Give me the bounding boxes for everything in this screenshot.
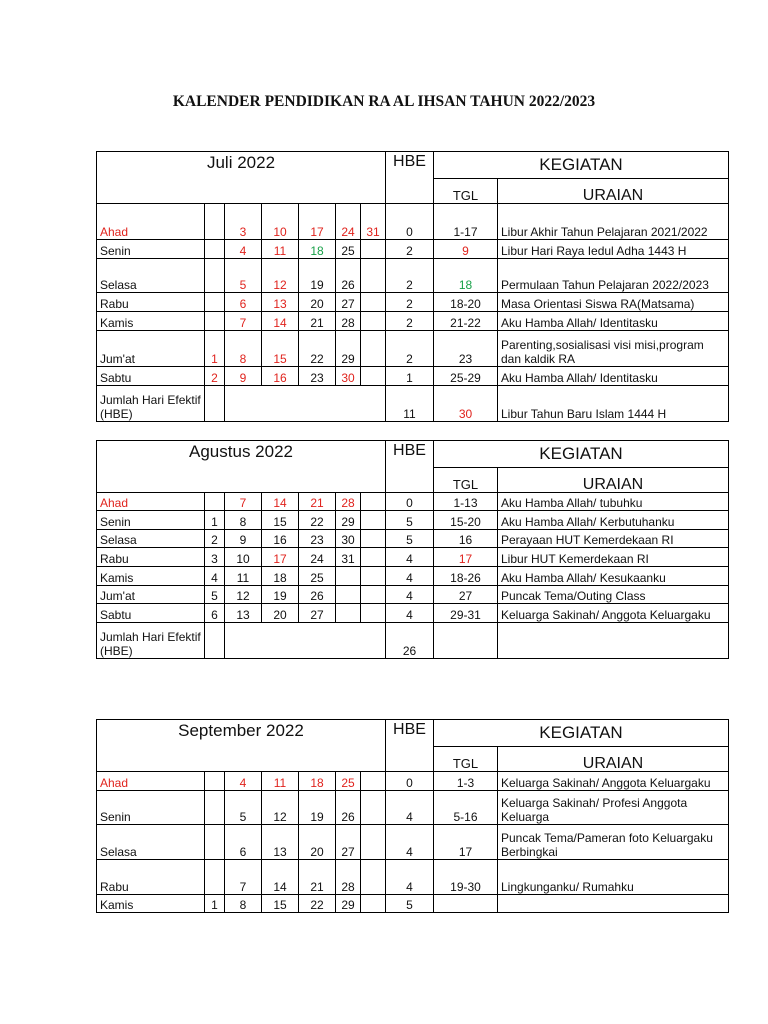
hbe-value: 0 [386,772,434,791]
date-cell [361,240,386,259]
date-cell: 28 [336,860,361,895]
date-cell [361,331,386,367]
date-cell: 26 [336,791,361,825]
tgl-value: 1-13 [434,493,498,511]
table-row [97,293,729,312]
jumlah-row [97,623,729,659]
hbe-header: HBE [386,441,434,493]
tgl-value: 16 [434,530,498,548]
table-row [97,259,729,293]
uraian-value [498,895,729,913]
date-cell: 14 [262,312,299,331]
date-cell [205,259,225,293]
date-cell: 26 [336,259,361,293]
kegiatan-header: KEGIATAN [434,152,729,179]
table-row [97,895,729,913]
date-cell: 4 [225,240,262,259]
date-cell: 7 [225,860,262,895]
tgl-header: TGL [434,747,498,772]
tgl-value: 17 [434,548,498,567]
date-cell: 22 [299,895,336,913]
uraian-value: Libur Hari Raya Iedul Adha 1443 H [498,240,729,259]
hbe-value: 5 [386,530,434,548]
tgl-value [434,623,498,659]
uraian-value: Libur HUT Kemerdekaan RI [498,548,729,567]
date-cell [361,604,386,623]
table-row [97,548,729,567]
table-row [97,772,729,791]
tgl-value: 5-16 [434,791,498,825]
day-name: Selasa [97,825,205,860]
hbe-value: 5 [386,895,434,913]
uraian-header: URAIAN [498,468,729,493]
date-cell: 7 [225,493,262,511]
date-cell: 19 [299,259,336,293]
table-row [97,586,729,604]
jumlah-row [97,386,729,422]
date-cell: 17 [299,204,336,240]
date-cell: 6 [225,825,262,860]
tgl-value: 15-20 [434,511,498,530]
date-cell [205,240,225,259]
date-cell: 8 [225,331,262,367]
day-name: Senin [97,511,205,530]
date-cell [361,312,386,331]
date-cell [336,604,361,623]
day-name: Sabtu [97,367,205,386]
date-cell [361,860,386,895]
day-name: Ahad [97,772,205,791]
table-row [97,860,729,895]
date-cell: 14 [262,493,299,511]
hbe-header: HBE [386,720,434,772]
uraian-value: Masa Orientasi Siswa RA(Matsama) [498,293,729,312]
date-cell [361,772,386,791]
date-cell: 15 [262,511,299,530]
hbe-total: 26 [386,623,434,659]
table-row [97,331,729,367]
uraian-value: Libur Tahun Baru Islam 1444 H [498,386,729,422]
date-cell: 28 [336,312,361,331]
date-cell: 2 [205,367,225,386]
date-cell: 19 [262,586,299,604]
day-name: Jum'at [97,586,205,604]
date-cell: 25 [336,240,361,259]
uraian-value: Keluarga Sakinah/ Profesi Anggota Keluarga [498,791,729,825]
date-cell: 16 [262,530,299,548]
date-cell: 1 [205,895,225,913]
hbe-value: 4 [386,586,434,604]
date-cell: 26 [299,586,336,604]
date-cell: 23 [299,530,336,548]
date-cell: 24 [336,204,361,240]
tgl-value: 18-26 [434,567,498,586]
date-cell [361,548,386,567]
hbe-value: 4 [386,567,434,586]
hbe-value: 4 [386,791,434,825]
date-cell [205,293,225,312]
uraian-value: Keluarga Sakinah/ Anggota Keluargaku [498,604,729,623]
date-cell: 9 [225,530,262,548]
kegiatan-header: KEGIATAN [434,441,729,468]
date-cell: 7 [225,312,262,331]
date-cell [361,825,386,860]
hbe-value: 2 [386,259,434,293]
tgl-value: 9 [434,240,498,259]
date-cell: 29 [336,331,361,367]
uraian-header: URAIAN [498,747,729,772]
hbe-value: 2 [386,312,434,331]
date-cell: 20 [262,604,299,623]
date-cell: 13 [225,604,262,623]
table-row [97,240,729,259]
tgl-value: 1-17 [434,204,498,240]
date-cell: 4 [205,567,225,586]
table-row [97,312,729,331]
date-cell [336,586,361,604]
day-name: Rabu [97,548,205,567]
date-cell: 19 [299,791,336,825]
hbe-header: HBE [386,152,434,204]
table-row [97,604,729,623]
date-cell: 20 [299,825,336,860]
day-name: Rabu [97,860,205,895]
date-cell: 8 [225,511,262,530]
date-cell [361,586,386,604]
jumlah-label: Jumlah Hari Efektif (HBE) [97,623,205,659]
date-cell [361,293,386,312]
month-title: Juli 2022 [97,152,386,204]
uraian-value: Parenting,sosialisasi visi misi,program dan kaldik RA [498,331,729,367]
date-cell: 11 [262,772,299,791]
table-row [97,493,729,511]
tgl-value: 17 [434,825,498,860]
date-cell: 12 [225,586,262,604]
uraian-value: Perayaan HUT Kemerdekaan RI [498,530,729,548]
date-cell [205,860,225,895]
date-cell: 16 [262,367,299,386]
uraian-value: Aku Hamba Allah/ Kesukaanku [498,567,729,586]
date-cell [361,530,386,548]
date-cell [205,825,225,860]
date-cell [205,493,225,511]
table-row [97,204,729,240]
date-cell: 29 [336,895,361,913]
date-cell: 10 [225,548,262,567]
uraian-value: Aku Hamba Allah/ Kerbutuhanku [498,511,729,530]
kegiatan-header: KEGIATAN [434,720,729,747]
hbe-total: 11 [386,386,434,422]
day-name: Selasa [97,259,205,293]
date-cell: 18 [299,240,336,259]
hbe-value: 4 [386,825,434,860]
date-cell [205,772,225,791]
date-cell: 1 [205,331,225,367]
month-title: September 2022 [97,720,386,772]
uraian-value: Libur Akhir Tahun Pelajaran 2021/2022 [498,204,729,240]
tgl-value: 29-31 [434,604,498,623]
date-cell: 11 [225,567,262,586]
tgl-value: 30 [434,386,498,422]
uraian-value: Aku Hamba Allah/ tubuhku [498,493,729,511]
date-cell: 13 [262,293,299,312]
uraian-value: Puncak Tema/Outing Class [498,586,729,604]
day-name: Sabtu [97,604,205,623]
day-name: Ahad [97,204,205,240]
day-name: Ahad [97,493,205,511]
day-name: Senin [97,240,205,259]
uraian-value: Aku Hamba Allah/ Identitasku [498,312,729,331]
uraian-value: Aku Hamba Allah/ Identitasku [498,367,729,386]
hbe-value: 2 [386,293,434,312]
tgl-value [434,895,498,913]
date-cell [361,791,386,825]
date-cell: 28 [336,493,361,511]
hbe-value: 5 [386,511,434,530]
uraian-value: Puncak Tema/Pameran foto Keluargaku Berbingkai [498,825,729,860]
date-cell: 22 [299,331,336,367]
date-cell: 18 [299,772,336,791]
day-name: Selasa [97,530,205,548]
date-cell: 20 [299,293,336,312]
date-cell: 1 [205,511,225,530]
hbe-value: 2 [386,331,434,367]
date-cell [361,367,386,386]
uraian-value: Keluarga Sakinah/ Anggota Keluargaku [498,772,729,791]
date-cell: 8 [225,895,262,913]
date-cell [361,259,386,293]
date-cell: 25 [336,772,361,791]
date-cell [205,791,225,825]
date-cell [205,204,225,240]
day-name: Rabu [97,293,205,312]
date-cell: 22 [299,511,336,530]
date-cell: 18 [262,567,299,586]
date-cell: 5 [205,586,225,604]
month-title: Agustus 2022 [97,441,386,493]
date-cell: 31 [361,204,386,240]
date-cell: 21 [299,312,336,331]
table-row [97,530,729,548]
date-cell: 30 [336,367,361,386]
document-title: KALENDER PENDIDIKAN RA AL IHSAN TAHUN 2022/2023 [172,93,596,110]
uraian-header: URAIAN [498,179,729,204]
uraian-value: Lingkunganku/ Rumahku [498,860,729,895]
day-name: Jum'at [97,331,205,367]
date-cell [361,895,386,913]
calendar-juli-2022 [96,151,729,422]
date-cell [361,567,386,586]
date-cell: 24 [299,548,336,567]
tgl-value: 19-30 [434,860,498,895]
date-cell: 27 [336,825,361,860]
date-cell: 12 [262,259,299,293]
date-cell: 2 [205,530,225,548]
date-cell: 27 [299,604,336,623]
calendar-agustus-2022 [96,440,729,659]
date-cell [361,493,386,511]
date-cell: 10 [262,204,299,240]
date-cell: 23 [299,367,336,386]
date-cell: 17 [262,548,299,567]
tgl-value: 21-22 [434,312,498,331]
date-cell: 9 [225,367,262,386]
date-cell: 3 [205,548,225,567]
tgl-value: 23 [434,331,498,367]
day-name: Kamis [97,895,205,913]
uraian-value [498,623,729,659]
tgl-value: 18 [434,259,498,293]
date-cell: 6 [225,293,262,312]
table-row [97,511,729,530]
date-cell: 15 [262,331,299,367]
date-cell: 30 [336,530,361,548]
hbe-value: 4 [386,860,434,895]
table-row [97,567,729,586]
date-cell [336,567,361,586]
hbe-value: 4 [386,604,434,623]
hbe-value: 4 [386,548,434,567]
hbe-value: 2 [386,240,434,259]
table-row [97,825,729,860]
date-cell: 27 [336,293,361,312]
date-cell: 29 [336,511,361,530]
jumlah-label: Jumlah Hari Efektif (HBE) [97,386,205,422]
tgl-value: 1-3 [434,772,498,791]
uraian-value: Permulaan Tahun Pelajaran 2022/2023 [498,259,729,293]
date-cell: 14 [262,860,299,895]
table-row [97,791,729,825]
hbe-value: 0 [386,493,434,511]
date-cell: 13 [262,825,299,860]
tgl-value: 25-29 [434,367,498,386]
tgl-value: 18-20 [434,293,498,312]
date-cell: 15 [262,895,299,913]
date-cell: 21 [299,860,336,895]
date-cell: 5 [225,259,262,293]
day-name: Senin [97,791,205,825]
date-cell: 21 [299,493,336,511]
date-cell: 31 [336,548,361,567]
hbe-value: 0 [386,204,434,240]
date-cell: 12 [262,791,299,825]
tgl-header: TGL [434,179,498,204]
calendar-september-2022 [96,719,729,913]
day-name: Kamis [97,567,205,586]
hbe-value: 1 [386,367,434,386]
date-cell [361,511,386,530]
date-cell: 4 [225,772,262,791]
date-cell: 3 [225,204,262,240]
date-cell [205,312,225,331]
tgl-header: TGL [434,468,498,493]
date-cell: 25 [299,567,336,586]
date-cell: 11 [262,240,299,259]
day-name: Kamis [97,312,205,331]
date-cell: 5 [225,791,262,825]
tgl-value: 27 [434,586,498,604]
date-cell: 6 [205,604,225,623]
table-row [97,367,729,386]
